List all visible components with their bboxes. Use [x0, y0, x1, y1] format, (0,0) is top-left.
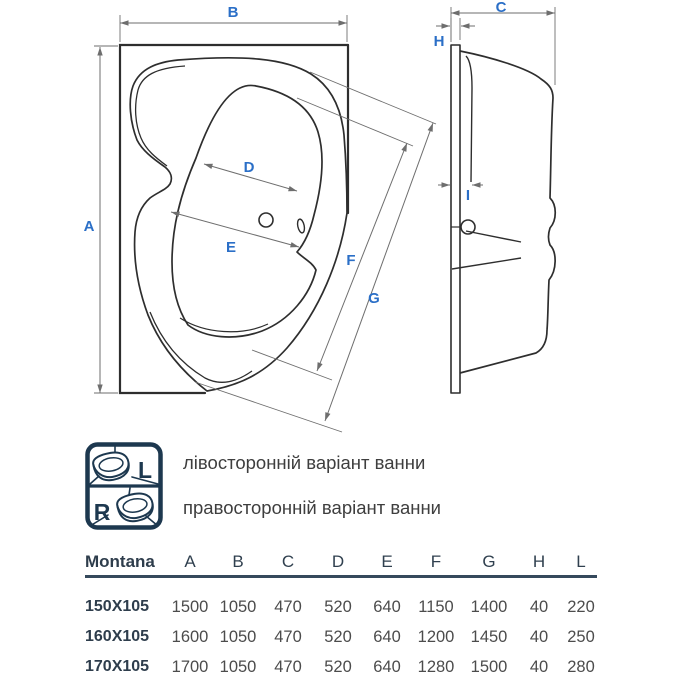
left-variant-text: лівосторонній варіант ванни: [183, 452, 426, 473]
table-cell: 40: [529, 657, 549, 676]
column-header: A: [184, 552, 196, 571]
left-right-variant-icon: [85, 442, 163, 530]
table-cell: 520: [324, 627, 352, 646]
table-header-row: [85, 549, 601, 575]
table-title: Montana: [85, 552, 155, 571]
table-cell: 640: [373, 657, 401, 676]
table-cell: 1050: [219, 627, 257, 646]
dimension-lines: [94, 7, 555, 432]
table-row: [85, 652, 601, 680]
column-header: B: [232, 552, 244, 571]
table-cell: 1200: [417, 627, 455, 646]
table-cell: 470: [274, 627, 302, 646]
table-body: [85, 578, 601, 680]
column-header: E: [381, 552, 393, 571]
plan-view-tub: [130, 58, 347, 391]
table-cell: 220: [567, 597, 595, 616]
dim-label-e: E: [225, 239, 237, 256]
column-header: D: [331, 552, 345, 571]
model-label: 160X105: [85, 628, 150, 645]
side-view-tub: [451, 45, 555, 393]
table-cell: 40: [529, 597, 549, 616]
dim-label-b: B: [227, 4, 239, 21]
right-variant-badge: R: [93, 499, 111, 525]
column-header: H: [532, 552, 546, 571]
model-label: 170X105: [85, 658, 150, 675]
dimensions-table: [85, 549, 601, 680]
table-row: [85, 592, 601, 622]
table-cell: 640: [373, 597, 401, 616]
table-cell: 470: [274, 657, 302, 676]
table-cell: 1050: [219, 597, 257, 616]
table-cell: 1500: [470, 657, 508, 676]
dim-label-h: H: [433, 33, 445, 50]
table-cell: 40: [529, 627, 549, 646]
column-header: C: [281, 552, 295, 571]
table-cell: 280: [567, 657, 595, 676]
dim-label-a: A: [83, 218, 95, 235]
column-header: L: [576, 552, 586, 571]
dim-label-f: F: [346, 252, 356, 269]
table-cell: 250: [567, 627, 595, 646]
column-header: G: [482, 552, 496, 571]
column-header: F: [430, 552, 442, 571]
dim-label-d: D: [243, 159, 255, 176]
table-cell: 1050: [219, 657, 257, 676]
table-cell: 1280: [417, 657, 455, 676]
table-cell: 640: [373, 627, 401, 646]
table-cell: 1700: [171, 657, 209, 676]
table-cell: 1150: [418, 597, 454, 616]
dim-label-g: G: [368, 290, 380, 307]
table-cell: 1600: [171, 627, 209, 646]
model-label: 150X105: [85, 598, 150, 615]
left-variant-badge: L: [137, 457, 153, 483]
table-cell: 1450: [470, 627, 508, 646]
table-cell: 1400: [470, 597, 508, 616]
table-cell: 1500: [171, 597, 209, 616]
table-cell: 520: [324, 657, 352, 676]
dim-label-i: I: [465, 187, 471, 204]
table-cell: 520: [324, 597, 352, 616]
right-variant-text: правосторонній варіант ванни: [183, 497, 442, 518]
dim-label-c: C: [495, 0, 507, 16]
table-row: [85, 622, 601, 652]
table-cell: 470: [274, 597, 302, 616]
